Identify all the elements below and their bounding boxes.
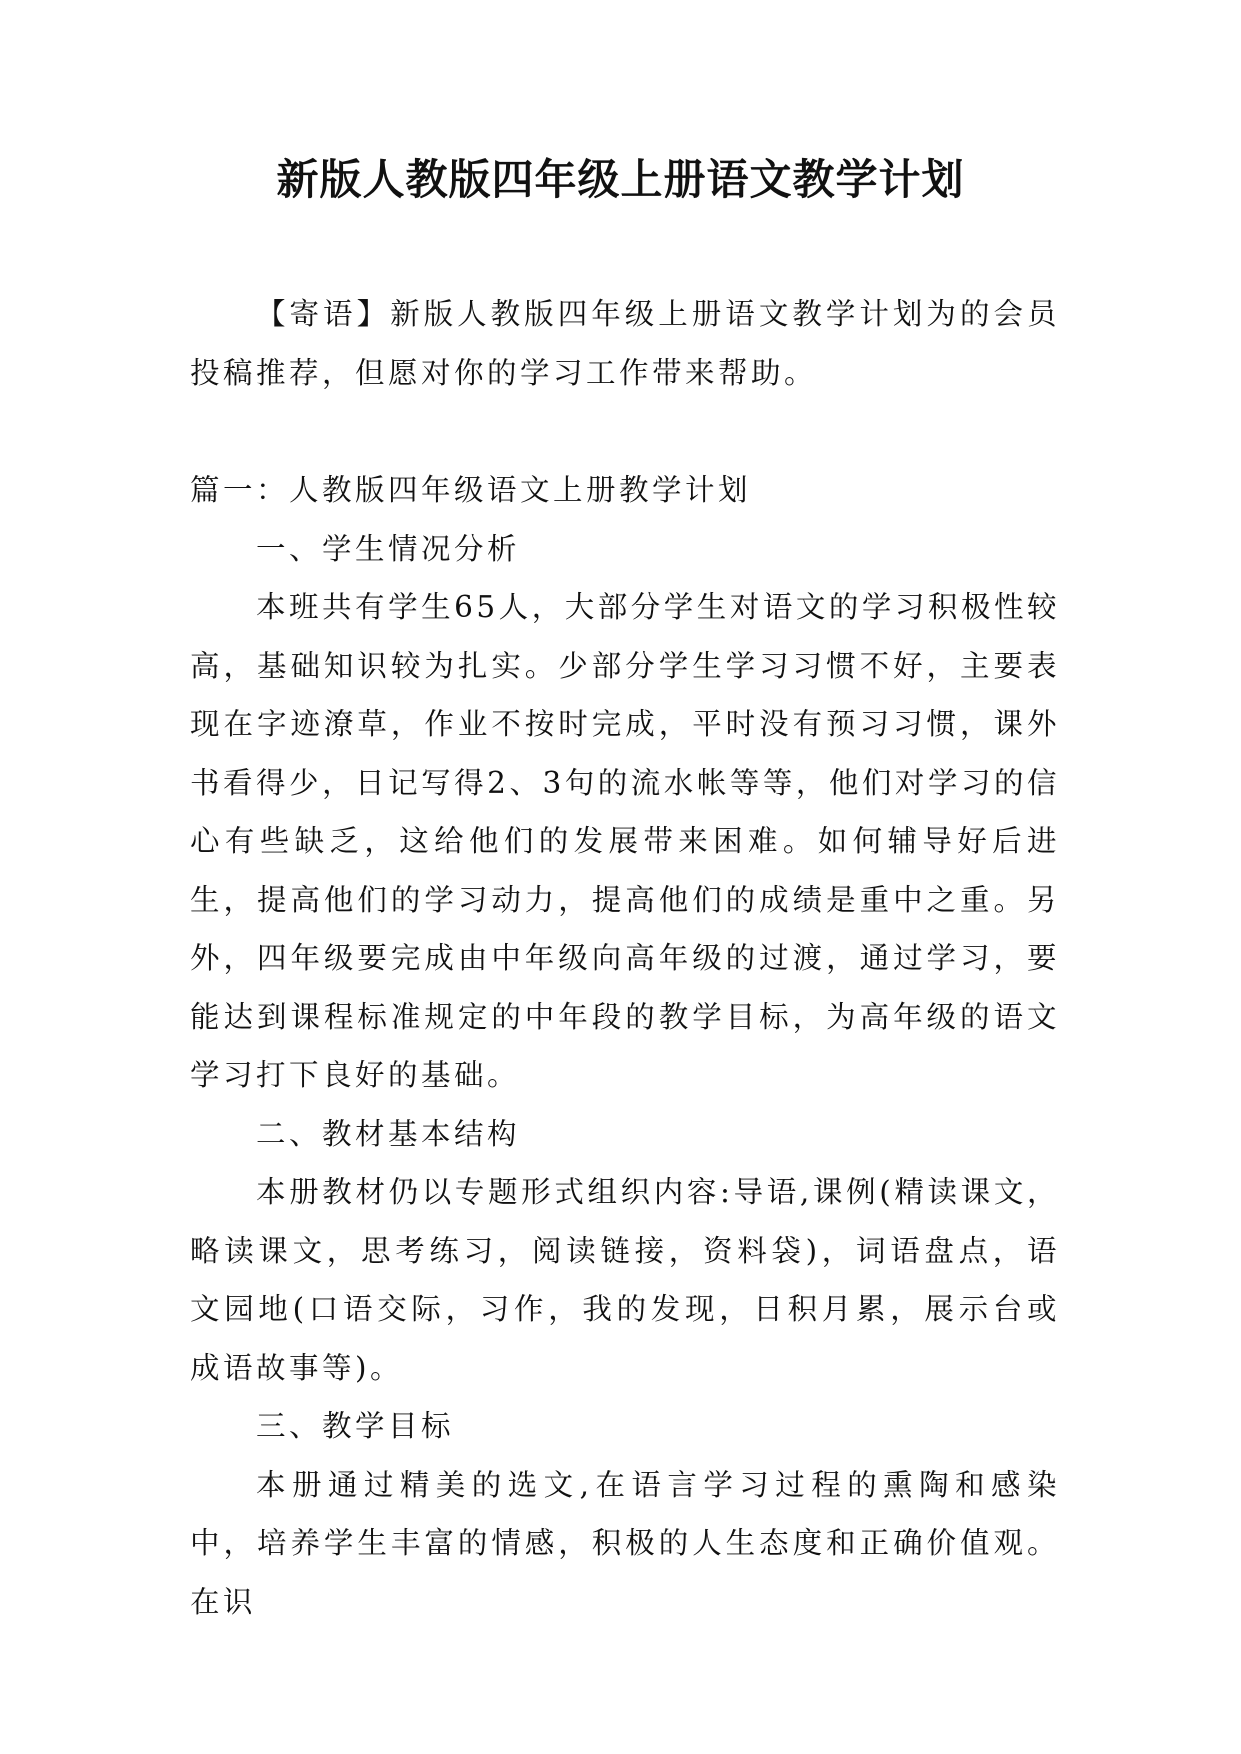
foreword-paragraph: 【寄语】新版人教版四年级上册语文教学计划为的会员投稿推荐，但愿对你的学习工作带来帮助。	[190, 297, 1060, 390]
part-title: 篇一：人教版四年级语文上册教学计划	[190, 473, 752, 507]
section-heading-3: 三、教学目标	[256, 1409, 455, 1443]
section-paragraph-2: 本册教材仍以专题形式组织内容:导语,课例(精读课文，略读课文，思考练习，阅读链接，资料袋)，词语盘点，语文园地(口语交际，习作，我的发现，日积月累，展示台或成语故事等)。	[190, 1175, 1060, 1385]
section-heading-1: 一、学生情况分析	[256, 531, 521, 566]
section-heading-2: 二、教材基本结构	[256, 1116, 521, 1151]
document-body	[190, 285, 1060, 1631]
section-paragraph-1: 本班共有学生65人，大部分学生对语文的学习积极性较高，基础知识较为扎实。少部分学生学习习惯不好，主要表现在字迹潦草，作业不按时完成，平时没有预习习惯，课外书看得少，日记写得2、3句的流水帐等等，他们对学习的信心有些缺乏，这给他们的发展带来困难。如何辅导好后进生，提高他们的学习动力，提高他们的成绩是重中之重。另外，四年级要完成由中年级向高年级的过渡，通过学习，要能达到课程标准规定的中年段的教学目标，为高年级的语文学习打下良好的基础。	[190, 590, 1060, 1092]
section-paragraph-3: 本册通过精美的选文,在语言学习过程的熏陶和感染中，培养学生丰富的情感，积极的人生态度和正确价值观。在识	[190, 1467, 1060, 1619]
document-title: 新版人教版四年级上册语文教学计划	[276, 155, 965, 204]
